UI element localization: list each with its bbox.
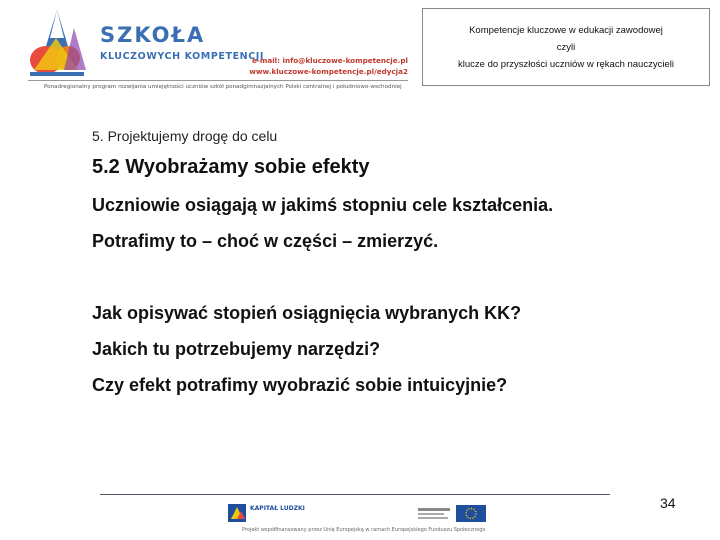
contact-info (249, 55, 408, 77)
slide-subtitle: 5.2 Wyobrażamy sobie efekty (92, 156, 370, 178)
body-line-5: Czy efekt potrafimy wyobrazić sobie intuicyjnie? (92, 375, 508, 395)
title-line-3: klucze do przyszłości uczniów w rękach nauczycieli (458, 58, 674, 70)
body-line-2: Potrafimy to – choć w części – zmierzyć. (92, 231, 439, 251)
footer-divider (100, 494, 610, 495)
brand-title: SZKOŁA (100, 23, 206, 47)
page-number: 34 (660, 495, 676, 511)
section-heading: 5. Projektujemy drogę do celu (92, 128, 278, 144)
contact-email[interactable]: e-mail: info@kluczowe-kompetencje.pl (252, 56, 408, 65)
body-line-3: Jak opisywać stopień osiągnięcia wybranych KK? (92, 303, 522, 323)
eu-flag-icon (456, 505, 486, 522)
program-tagline: Ponadregionalny program rozwijania umiejętności uczniów szkół ponadgimnazjalnych Polski centralnej i południowo-wschodniej (44, 84, 402, 90)
brand-block (100, 24, 264, 62)
kapital-ludzki-label: KAPITAŁ LUDZKI (250, 505, 305, 512)
body-line-1: Uczniowie osiągają w jakimś stopniu cele kształcenia. (92, 195, 554, 215)
funding-note: Projekt współfinansowany przez Unię Europejską w ramach Europejskiego Funduszu Społecznego (242, 527, 486, 533)
title-line-2: czyli (556, 41, 576, 53)
school-logo-icon (26, 8, 88, 82)
presentation-title-box (422, 8, 710, 86)
header-divider (28, 80, 408, 81)
kapital-ludzki-logo-icon (228, 504, 246, 522)
contact-website[interactable]: www.kluczowe-kompetencje.pl/edycja2 (249, 67, 408, 76)
title-line-1: Kompetencje kluczowe w edukacji zawodowej (469, 24, 663, 36)
body-line-4: Jakich tu potrzebujemy narzędzi? (92, 339, 381, 359)
brand-subtitle: KLUCZOWYCH KOMPETENCJI (100, 51, 265, 62)
